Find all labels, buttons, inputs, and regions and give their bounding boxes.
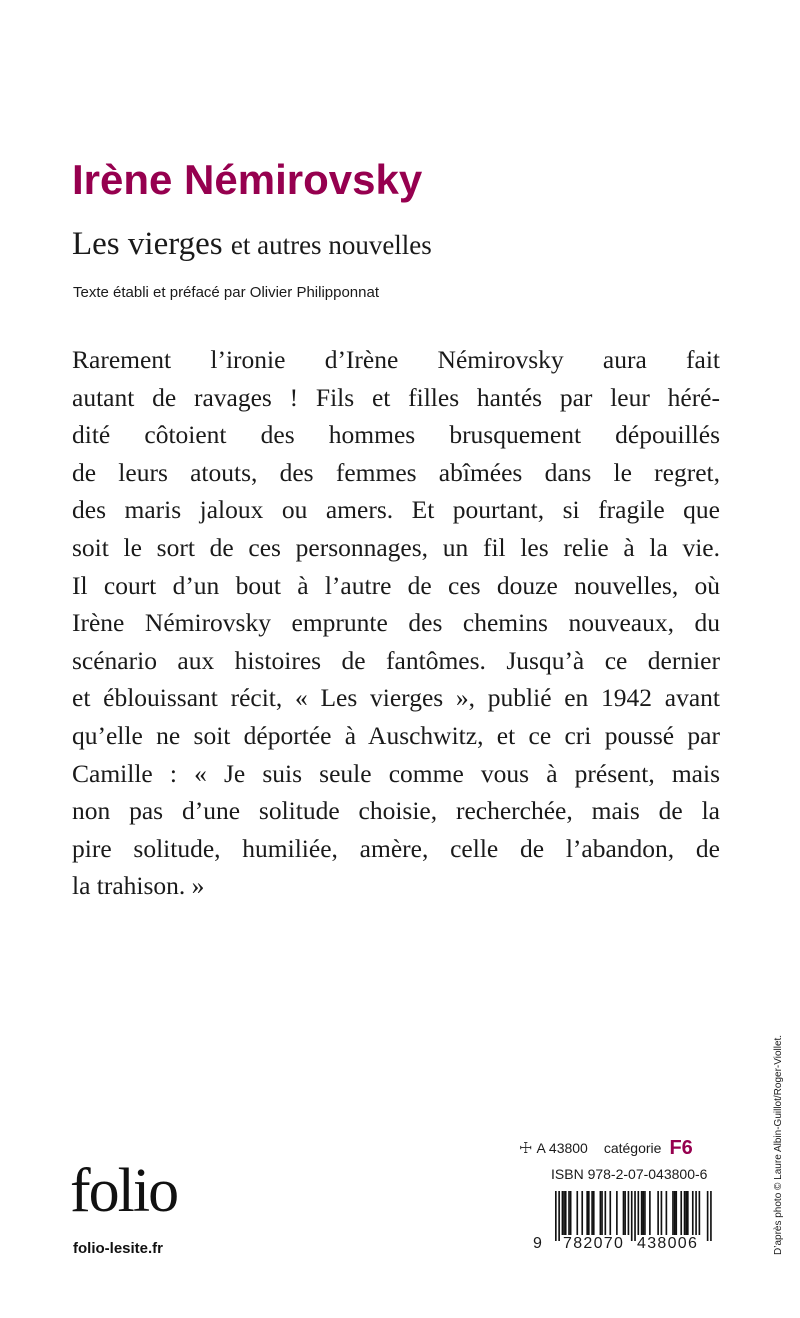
barcode-bar [616, 1191, 618, 1235]
barcode-bar [581, 1191, 583, 1235]
barcode-bar [649, 1191, 651, 1235]
barcode-bar [672, 1191, 674, 1235]
barcode-bar [675, 1191, 677, 1235]
blurb-line: qu’elle ne soit déportée à Auschwitz, et ce cri poussé par [72, 720, 720, 750]
ean-group-2: 438006 [637, 1235, 699, 1252]
barcode-bar [568, 1191, 570, 1235]
barcode-bar [591, 1191, 593, 1235]
barcode [555, 1191, 715, 1241]
barcode-bar [586, 1191, 588, 1235]
blurb-line: scénario aux histoires de fantômes. Jusqu’à ce dernier [72, 645, 720, 675]
barcode-bar [674, 1191, 676, 1235]
barcode-bar [710, 1191, 712, 1241]
blurb-line: des maris jaloux ou amers. Et pourtant, si fragile que [72, 495, 720, 525]
folio-logo: folio [70, 1157, 178, 1225]
barcode-bar [628, 1191, 630, 1235]
blurb-line: Camille : « Je suis seule comme vous à présent, mais [72, 758, 720, 788]
barcode-bar [638, 1191, 640, 1235]
blurb-line: Il court d’un bout à l’autre de ces douze nouvelles, où [72, 570, 720, 600]
barcode-bar [588, 1191, 590, 1235]
barcode-bar [631, 1191, 633, 1241]
product-codes [519, 1136, 719, 1252]
barcode-bar [699, 1191, 701, 1235]
ean-group-1: 782070 [563, 1235, 625, 1252]
blurb-line: non pas d’une solitude choisie, recherchée, mais de la [72, 796, 720, 826]
barcode-bar [644, 1191, 646, 1235]
blurb-line: autant de ravages ! Fils et filles hantés par leur héré- [72, 382, 720, 412]
barcode-bar [661, 1191, 663, 1235]
barcode-bar [593, 1191, 595, 1235]
blurb-line: pire solitude, humiliée, amère, celle de l’abandon, de [72, 833, 720, 863]
book-title [72, 226, 432, 263]
barcode-bar [624, 1191, 626, 1235]
blurb-line: et éblouissant récit, « Les vierges », publié en 1942 avant [72, 683, 720, 713]
barcode-bar [687, 1191, 689, 1235]
blurb-line: de leurs atouts, des femmes abîmées dans le regret, [72, 457, 720, 487]
blurb-line: Rarement l’ironie d’Irène Némirovsky aura fait [72, 345, 720, 374]
isbn: ISBN 978-2-07-043800-6 [551, 1166, 708, 1182]
barcode-bar [570, 1191, 572, 1235]
book-subtitle: et autres nouvelles [230, 230, 432, 260]
barcode-bar [641, 1191, 643, 1235]
barcode-bar [684, 1191, 686, 1235]
barcode-bar [685, 1191, 687, 1235]
barcode-bar [657, 1191, 659, 1235]
barcode-bar [563, 1191, 565, 1235]
author-name: Irène Némirovsky [72, 156, 423, 203]
catalog-row [519, 1136, 719, 1160]
blurb-text [72, 341, 720, 905]
barcode-bar [565, 1191, 567, 1235]
category-code: F6 [669, 1136, 693, 1159]
blurb-line: la trahison. » [72, 871, 205, 901]
barcode-bar [605, 1191, 607, 1235]
publisher-website: folio-lesite.fr [73, 1240, 164, 1257]
photo-credit: D’après photo © Laure Albin-Guillot/Roger-Viollet. [773, 1034, 784, 1255]
blurb-line: Irène Némirovsky emprunte des chemins nouveaux, du [72, 608, 720, 638]
blurb-line: soit le sort de ces personnages, un fil les relie à la vie. [72, 532, 720, 562]
barcode-bar [600, 1191, 602, 1235]
barcode-bar [623, 1191, 625, 1235]
barcode-bar [692, 1191, 694, 1235]
blurb-line: dité côtoient des hommes brusquement dépouillés [72, 420, 720, 450]
barcode-bar [555, 1191, 557, 1241]
barcode-bar [642, 1191, 644, 1235]
barcode-bar [680, 1191, 682, 1235]
category-label: catégorie [603, 1140, 662, 1156]
barcode-bar [601, 1191, 603, 1235]
barcode-bar [609, 1191, 611, 1235]
barcode-bar [695, 1191, 697, 1235]
book-title-main: Les vierges [72, 226, 223, 262]
catalog-code: A 43800 [536, 1140, 588, 1156]
barcode-bar [666, 1191, 668, 1235]
barcode-bar [634, 1191, 636, 1241]
barcode-bar [562, 1191, 564, 1235]
barcode-bar [576, 1191, 578, 1235]
editor-credit: Texte établi et préfacé par Olivier Philipponnat [73, 284, 380, 301]
barcode-bar [558, 1191, 560, 1241]
barcode-bar [707, 1191, 709, 1241]
ean-first-digit: 9 [533, 1235, 544, 1252]
publisher-symbol-icon: ☩ [519, 1140, 533, 1157]
